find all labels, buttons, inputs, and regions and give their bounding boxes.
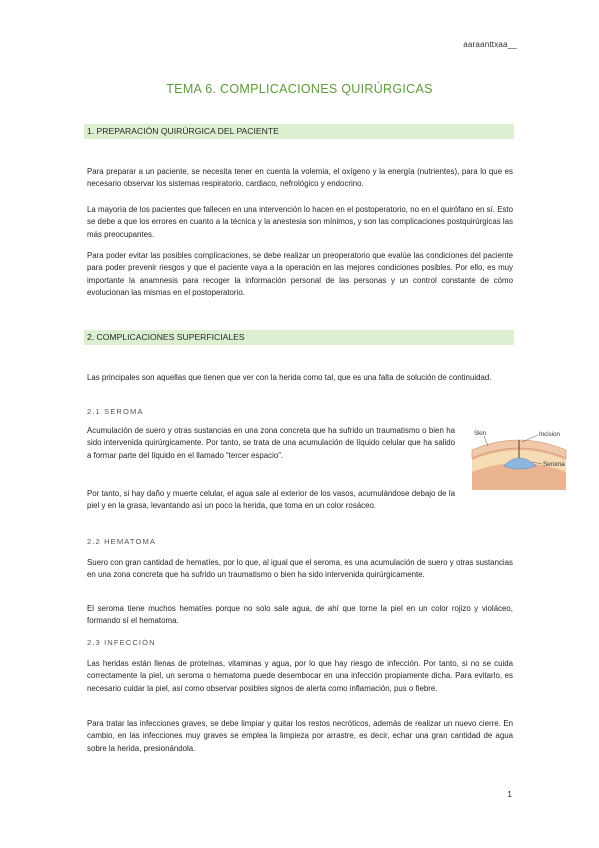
paragraph: Las heridas están llenas de proteínas, vitaminas y agua, por lo que hay riesgo de infección. Por tanto, si no se cuida correctamente la piel, un seroma o hematoma puede desembocar en una infección propiamente dicha. Para evitarlo, es necesario cuidar la piel, así como observar posibles signos de alerta como inflamación, pus o fiebre. [87, 659, 513, 693]
paragraph: Para poder evitar las posibles complicaciones, se debe realizar un preoperatorio que evalúe las condiciones del paciente para poder prevenir riesgos y que el paciente vaya a la operación en las mejores condiciones posibles. Por ello, es muy importante la anamnesis para recoger la información personal de las personas y un control constante de cómo evolucionan las mismas en el postoperatorio. [87, 251, 513, 298]
paragraph: Para preparar a un paciente, se necesita tener en cuenta la volemia, el oxígeno y la energía (nutrientes), para lo que es necesario observar los sistemas respiratorio, cardiaco, nefrológico y endocrino. [87, 167, 513, 189]
figure-label-skin: Skin [474, 430, 487, 437]
paragraph: El seroma tiene muchos hematíes porque no solo sale agua, de ahí que torne la piel en un color rojizo y violáceo, formando sí el hematoma. [87, 604, 513, 626]
section-heading-1: 1. PREPARACIÓN QUIRÚRGICA DEL PACIENTE [84, 124, 514, 139]
paragraph: Por tanto, si hay daño y muerte celular, el agua sale al exterior de los vasos, acumulándose debajo de la piel y en la grasa, levantando así un poco la herida, que toma en un color rosáceo. [87, 489, 455, 511]
page-number: 1 [507, 789, 512, 799]
paragraph: Acumulación de suero y otras sustancias en una zona concreta que ha sufrido un traumatismo o bien ha sido intervenida quirúrgicamente. Por tanto, se trata de una acumulación de líquido celular que ha salido a formar parte del líquido en el llamado “tercer espacio”. [87, 426, 455, 460]
figure-label-incision: Incision [539, 431, 560, 438]
section-heading-2: 2. COMPLICACIONES SUPERFICIALES [84, 330, 514, 345]
subsection-heading-seroma: 2.1 SEROMA [87, 407, 144, 416]
header-username: aaraanttxaa__ [463, 40, 517, 49]
paragraph: Las principales son aquellas que tienen que ver con la herida como tal, que es una falta de solución de continuidad. [87, 373, 492, 382]
paragraph: Suero con gran cantidad de hematíes, por lo que, al igual que el seroma, es una acumulación de suero y otras sustancias en una zona concreta que ha sufrido un traumatismo o bien ha sido intervenida quirúrgicamente. [87, 558, 513, 580]
figure-label-seroma: Seroma [543, 461, 565, 468]
seroma-illustration [470, 426, 568, 490]
paragraph: Para tratar las infecciones graves, se debe limpiar y quitar los restos necróticos, además de realizar un nuevo cierre. En cambio, en las infecciones muy graves se emplea la limpieza por arrastre, es decir, echar una gran cantidad de agua sobre la herida, presionándola. [87, 719, 513, 753]
page-title: TEMA 6. COMPLICACIONES QUIRÚRGICAS [166, 82, 433, 96]
paragraph: La mayoría de los pacientes que fallecen en una intervención lo hacen en el postoperatorio, no en el quirófano en sí. Esto se debe a que los errores en cuanto a la técnica y la anestesia son mínimos, y son las complicaciones postquirúrgicas las más preocupantes. [87, 205, 513, 239]
subsection-heading-infeccion: 2.3 INFECCIÓN [87, 638, 156, 647]
subsection-heading-hematoma: 2.2 HEMATOMA [87, 537, 157, 546]
